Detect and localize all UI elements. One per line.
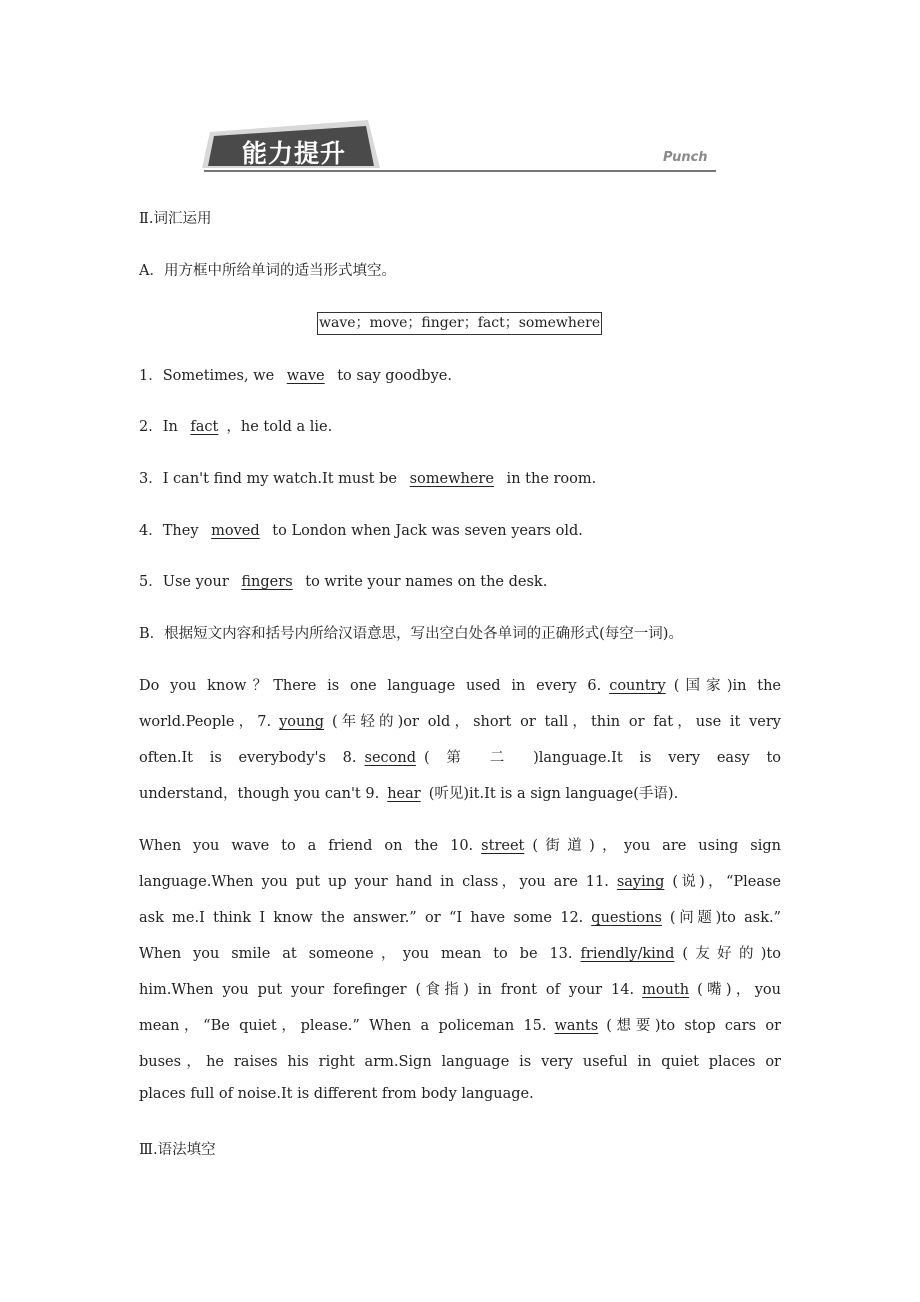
section-3-heading: Ⅲ.语法填空: [139, 1142, 216, 1158]
banner-subtitle: Punch: [663, 150, 708, 165]
answer-blank: friendly/kind: [580, 946, 675, 962]
part-b-instruction: B．根据短文内容和括号内所给汉语意思，写出空白处各单词的正确形式(每空一词)。: [139, 626, 683, 642]
passage-line: world.People，7. young (年轻的)or old，short or tall，thin or fat，use it very: [139, 714, 781, 730]
passage-line: understand，though you can't 9. hear (听见)it.It is a sign language(手语).: [139, 786, 679, 802]
answer-blank: saying: [616, 874, 665, 890]
answer-blank: young: [279, 714, 324, 730]
answer-blank: somewhere: [409, 471, 494, 487]
answer-blank: street: [481, 838, 525, 854]
answer-blank: wave: [286, 368, 325, 384]
section-banner: [200, 118, 720, 178]
answer-blank: mouth: [642, 982, 690, 998]
passage-line: mean，“Be quiet，please.” When a policeman 15. wants (想要)to stop cars or: [139, 1018, 782, 1034]
answer-blank: fact: [190, 419, 219, 435]
passage-line: him.When you put your forefinger (食指) in front of your 14. mouth (嘴)，you: [139, 982, 781, 998]
answer-blank: wants: [554, 1018, 599, 1034]
passage-line: often.It is everybody's 8. second ( 第 二 )language.It is very easy to: [139, 750, 781, 766]
passage-line: Do you know？There is one language used in every 6. country (国家)in the: [139, 678, 781, 694]
answer-blank: hear: [387, 786, 421, 802]
passage-line: buses，he raises his right arm.Sign language is very useful in quiet places or: [139, 1054, 781, 1070]
answer-blank: moved: [211, 523, 260, 539]
passage-line: When you smile at someone，you mean to be 13. friendly/kind (友好的)to: [139, 946, 781, 962]
answer-blank: second: [364, 750, 417, 766]
answer-blank: country: [609, 678, 666, 694]
passage-line: language.When you put up your hand in class，you are 11. saying (说)，“Please: [139, 874, 781, 890]
banner-title: 能力提升: [242, 139, 347, 168]
question-5: 5．Use your fingers to write your names on the desk.: [139, 574, 548, 590]
question-3: 3．I can't find my watch.It must be somewhere in the room.: [139, 471, 597, 487]
part-a-instruction: A．用方框中所给单词的适当形式填空。: [139, 263, 396, 279]
question-2: 2．In fact ，he told a lie.: [139, 419, 333, 435]
question-1: 1．Sometimes, we wave to say goodbye.: [139, 368, 452, 384]
word-box: wave；move；finger；fact；somewhere: [317, 312, 602, 335]
question-4: 4．They moved to London when Jack was seven years old.: [139, 523, 583, 539]
passage-line: When you wave to a friend on the 10. street (街道)，you are using sign: [139, 838, 781, 854]
passage-line: places full of noise.It is different from body language.: [139, 1086, 534, 1102]
section-2-heading: Ⅱ.词汇运用: [139, 211, 212, 227]
answer-blank: fingers: [241, 574, 293, 590]
passage-line: ask me.I think I know the answer.” or “I have some 12. questions (问题)to ask.”: [139, 910, 781, 926]
answer-blank: questions: [591, 910, 662, 926]
